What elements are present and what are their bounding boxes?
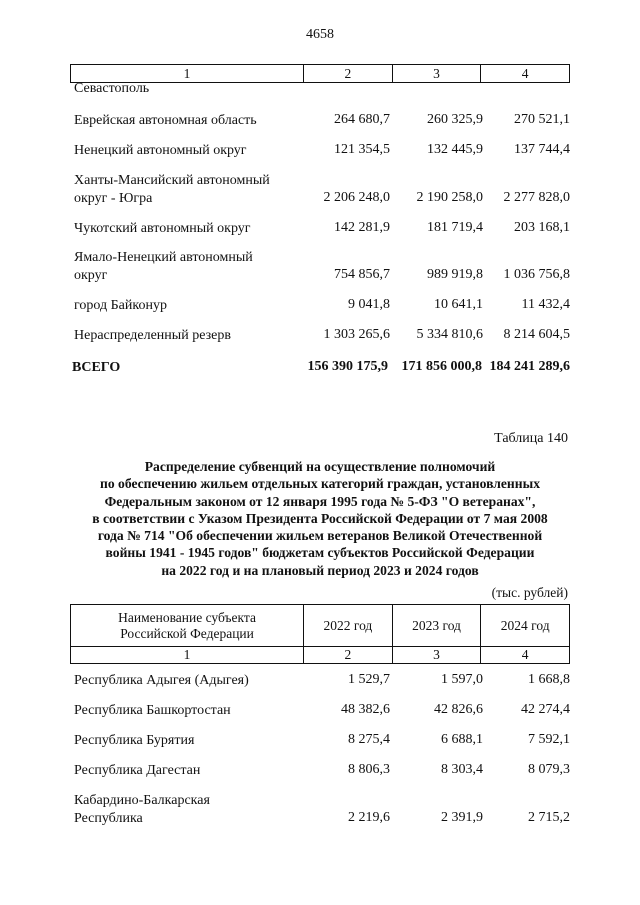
title-line: Распределение субвенций на осуществление полномочий bbox=[144, 459, 496, 474]
region-name-line2: округ bbox=[74, 268, 108, 283]
region-name bbox=[74, 172, 299, 208]
value-2024: 8 079,3 bbox=[528, 762, 570, 777]
table2-col-name bbox=[71, 605, 304, 647]
region-name: Республика Бурятия bbox=[74, 733, 195, 748]
region-name-line1: Ямало-Ненецкий автономный bbox=[74, 250, 253, 265]
value-2023: 260 325,9 bbox=[427, 112, 483, 127]
region-name: Республика Дагестан bbox=[74, 763, 201, 778]
value-2024: 2 715,2 bbox=[528, 810, 570, 825]
value-2024: 137 744,4 bbox=[514, 142, 570, 157]
value-2022: 142 281,9 bbox=[334, 220, 390, 235]
value-2022: 2 219,6 bbox=[348, 810, 390, 825]
title-line: по обеспечению жильем отдельных категорий граждан, установленных bbox=[100, 476, 540, 492]
value-2022: 9 041,8 bbox=[348, 297, 390, 312]
value-2024: 203 168,1 bbox=[514, 220, 570, 235]
total-2022: 156 390 175,9 bbox=[307, 359, 388, 374]
region-name bbox=[74, 249, 299, 285]
table2-num-col2: 2 bbox=[304, 647, 393, 664]
table1-header-col1: 1 bbox=[71, 65, 304, 83]
value-2023: 5 334 810,6 bbox=[416, 327, 483, 342]
region-name-line2: Республика bbox=[74, 811, 143, 826]
region-name: Ненецкий автономный округ bbox=[74, 143, 247, 158]
value-2023: 2 190 258,0 bbox=[416, 190, 483, 205]
region-name: Еврейская автономная область bbox=[74, 113, 257, 128]
value-2024: 7 592,1 bbox=[528, 732, 570, 747]
value-2022: 8 275,4 bbox=[348, 732, 390, 747]
value-2023: 6 688,1 bbox=[441, 732, 483, 747]
value-2022: 264 680,7 bbox=[334, 112, 390, 127]
table2-num-col3: 3 bbox=[392, 647, 481, 664]
value-2024: 42 274,4 bbox=[521, 702, 570, 717]
region-name: Нераспределенный резерв bbox=[74, 328, 231, 343]
unit-label: (тыс. рублей) bbox=[491, 585, 568, 600]
value-2022: 48 382,6 bbox=[341, 702, 390, 717]
table2-num-col1: 1 bbox=[71, 647, 304, 664]
title-line: года № 714 "Об обеспечении жильем ветеранов Великой Отечественной bbox=[97, 528, 543, 544]
table2-num-col4: 4 bbox=[481, 647, 570, 664]
region-name: город Байконур bbox=[74, 298, 167, 313]
table1-header-col2: 2 bbox=[304, 65, 393, 83]
region-name: Республика Башкортостан bbox=[74, 703, 231, 718]
region-name-line1: Кабардино-Балкарская bbox=[74, 793, 210, 808]
value-2023: 10 641,1 bbox=[434, 297, 483, 312]
value-2024: 2 277 828,0 bbox=[503, 190, 570, 205]
table1-header-col3: 3 bbox=[392, 65, 481, 83]
col-name-line1: Наименование субъекта bbox=[118, 609, 256, 625]
value-2023: 2 391,9 bbox=[441, 810, 483, 825]
title-line: на 2022 год и на плановый период 2023 и 2024 годов bbox=[161, 562, 479, 578]
table2-col-2022: 2022 год bbox=[304, 605, 393, 647]
value-2022: 121 354,5 bbox=[334, 142, 390, 157]
value-2022: 2 206 248,0 bbox=[323, 190, 390, 205]
region-name-line1: Ханты-Мансийский автономный bbox=[74, 173, 270, 188]
value-2022: 1 303 265,6 bbox=[323, 327, 390, 342]
title-line: Федеральным законом от 12 января 1995 года № 5-ФЗ "О ветеранах", bbox=[104, 493, 536, 509]
value-2023: 181 719,4 bbox=[427, 220, 483, 235]
table-title bbox=[60, 458, 580, 579]
value-2024: 8 214 604,5 bbox=[503, 327, 570, 342]
col-name-line2: Российской Федерации bbox=[120, 625, 254, 641]
value-2024: 270 521,1 bbox=[514, 112, 570, 127]
page-number: 4658 bbox=[306, 27, 334, 42]
table2-header bbox=[70, 604, 570, 664]
value-2023: 989 919,8 bbox=[427, 267, 483, 282]
value-2022: 1 529,7 bbox=[348, 672, 390, 687]
region-name: Чукотский автономный округ bbox=[74, 221, 251, 236]
value-2022: 8 806,3 bbox=[348, 762, 390, 777]
value-2023: 1 597,0 bbox=[441, 672, 483, 687]
table2-col-2024: 2024 год bbox=[481, 605, 570, 647]
value-2024: 1 036 756,8 bbox=[503, 267, 570, 282]
value-2024: 11 432,4 bbox=[521, 297, 570, 312]
value-2024: 1 668,8 bbox=[528, 672, 570, 687]
region-name: Севастополь bbox=[74, 81, 150, 96]
region-name: Республика Адыгея (Адыгея) bbox=[74, 673, 249, 688]
value-2022: 754 856,7 bbox=[334, 267, 390, 282]
value-2023: 42 826,6 bbox=[434, 702, 483, 717]
total-label: ВСЕГО bbox=[72, 360, 121, 375]
total-2023: 171 856 000,8 bbox=[401, 359, 482, 374]
table1-header-col4: 4 bbox=[481, 65, 570, 83]
table-label: Таблица 140 bbox=[494, 431, 568, 446]
value-2023: 8 303,4 bbox=[441, 762, 483, 777]
title-line: войны 1941 - 1945 годов" бюджетам субъектов Российской Федерации bbox=[105, 545, 535, 561]
table2-col-2023: 2023 год bbox=[392, 605, 481, 647]
region-name bbox=[74, 792, 299, 828]
region-name-line2: округ - Югра bbox=[74, 191, 153, 206]
title-line: в соответствии с Указом Президента Российской Федерации от 7 мая 2008 bbox=[92, 510, 548, 526]
value-2023: 132 445,9 bbox=[427, 142, 483, 157]
total-2024: 184 241 289,6 bbox=[489, 359, 570, 374]
